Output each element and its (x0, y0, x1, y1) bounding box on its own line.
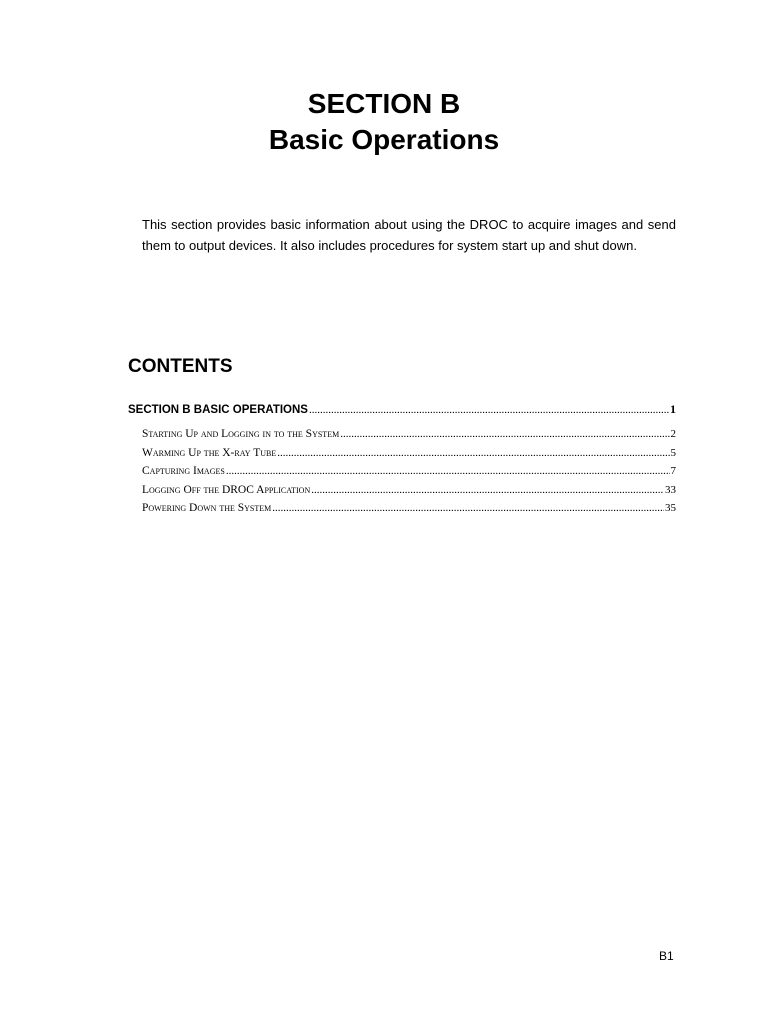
toc-entry[interactable] (142, 447, 676, 466)
contents-heading: CONTENTS (128, 356, 233, 377)
dot-leader (311, 484, 664, 496)
toc-entry-label: Warming Up the X-ray Tube (142, 446, 277, 459)
section-title: SECTION B (307, 88, 461, 119)
toc-entry-page: 2 (670, 428, 676, 440)
toc-main-entry[interactable] (128, 402, 676, 422)
toc-entry-page: 5 (670, 446, 676, 459)
toc-entry-page: 35 (665, 502, 676, 514)
toc-entry[interactable] (142, 428, 676, 447)
toc-entry[interactable] (142, 484, 676, 503)
dot-leader (340, 428, 669, 440)
toc-entry-page: 33 (665, 483, 676, 496)
toc-entry-page: 1 (670, 402, 676, 416)
dot-leader (309, 404, 669, 416)
page-number: B1 (659, 949, 674, 963)
dot-leader (226, 465, 670, 477)
toc-entry-label: SECTION B BASIC OPERATIONS (128, 404, 308, 416)
toc-entry-label: Logging Off the DROC Application (142, 483, 311, 496)
toc-entry-label: Capturing Images (142, 465, 225, 477)
toc-entry-page: 7 (670, 465, 676, 477)
toc-entry[interactable] (142, 502, 676, 521)
dot-leader (272, 502, 664, 514)
toc-entry[interactable] (142, 465, 676, 484)
toc-entry-label: Powering Down the System (142, 502, 272, 514)
table-of-contents (128, 402, 676, 521)
section-subtitle: Basic Operations (268, 124, 500, 155)
page-title (0, 86, 768, 158)
intro-paragraph: This section provides basic information about using the DROC to acquire images and send them to output devices. It also includes procedures for system start up and shut down. (142, 217, 676, 253)
dot-leader (277, 447, 669, 459)
toc-entry-label: Starting Up and Logging in to the System (142, 428, 340, 440)
